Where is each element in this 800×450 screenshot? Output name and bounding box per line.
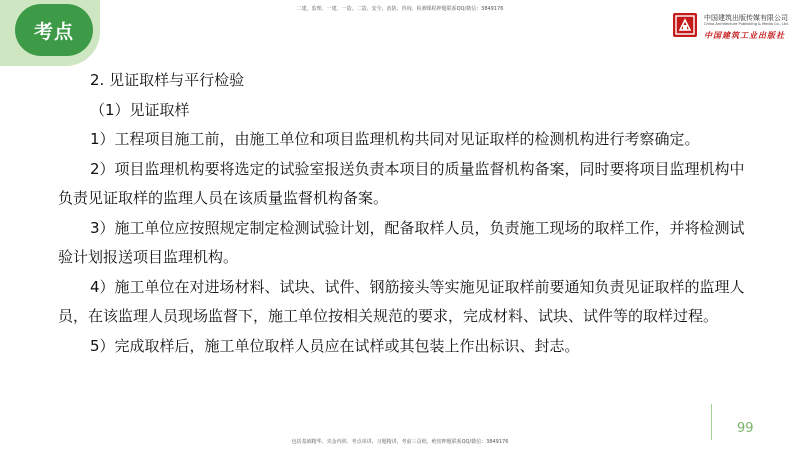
footer-divider — [711, 404, 712, 440]
topic-badge: 考点 — [15, 4, 93, 56]
page-number: 99 — [737, 421, 754, 436]
paragraph-2: 2）项目监理机构要将选定的试验室报送负责本项目的质量监督机构备案，同时要将项目监理机构中负责见证取样的监理人员在该质量监督机构备案。 — [58, 159, 745, 207]
paragraph-3: 3）施工单位应按照规定制定检测试验计划，配备取样人员，负责施工现场的取样工作，并将检测试验计划报送项目监理机构。 — [58, 218, 745, 266]
bottom-watermark-text: 包括基础精华、夹金内训、考点串讲、习题精讲、考前三页纸、绝密押题联系QQ/微信：3849176 — [291, 439, 509, 445]
paragraph-1: 1）工程项目施工前，由施工单位和项目监理机构共同对见证取样的检测机构进行考察确定。 — [90, 130, 700, 148]
section-title: 2. 见证取样与平行检验 — [90, 71, 245, 89]
paragraph-4: 4）施工单位在对进场材料、试块、试件、钢筋接头等实施见证取样前要通知负责见证取样的监理人员，在该监理人员现场监督下，施工单位按相关规范的要求，完成材料、试块、试件等的取样过程。 — [58, 277, 745, 325]
subsection-title: （1）见证取样 — [90, 100, 190, 119]
publisher-logo — [672, 11, 796, 39]
top-watermark-text: 二建、监理、一建、一造、二造、安全、消防、咨询、检测课程押题联系QQ/微信：3849176 — [296, 6, 504, 12]
publisher-name-cn: 中国建筑出版传媒有限公司 — [704, 14, 788, 22]
main-content — [58, 66, 748, 361]
publisher-name-en: China Architecture Publishing & Media Co., Ltd. — [704, 22, 789, 26]
publisher-script-name: 中国建筑工业出版社 — [704, 30, 785, 40]
publisher-seal-icon — [672, 12, 698, 38]
paragraph-5: 5）完成取样后，施工单位取样人员应在试样或其包装上作出标识、封志。 — [90, 336, 580, 355]
